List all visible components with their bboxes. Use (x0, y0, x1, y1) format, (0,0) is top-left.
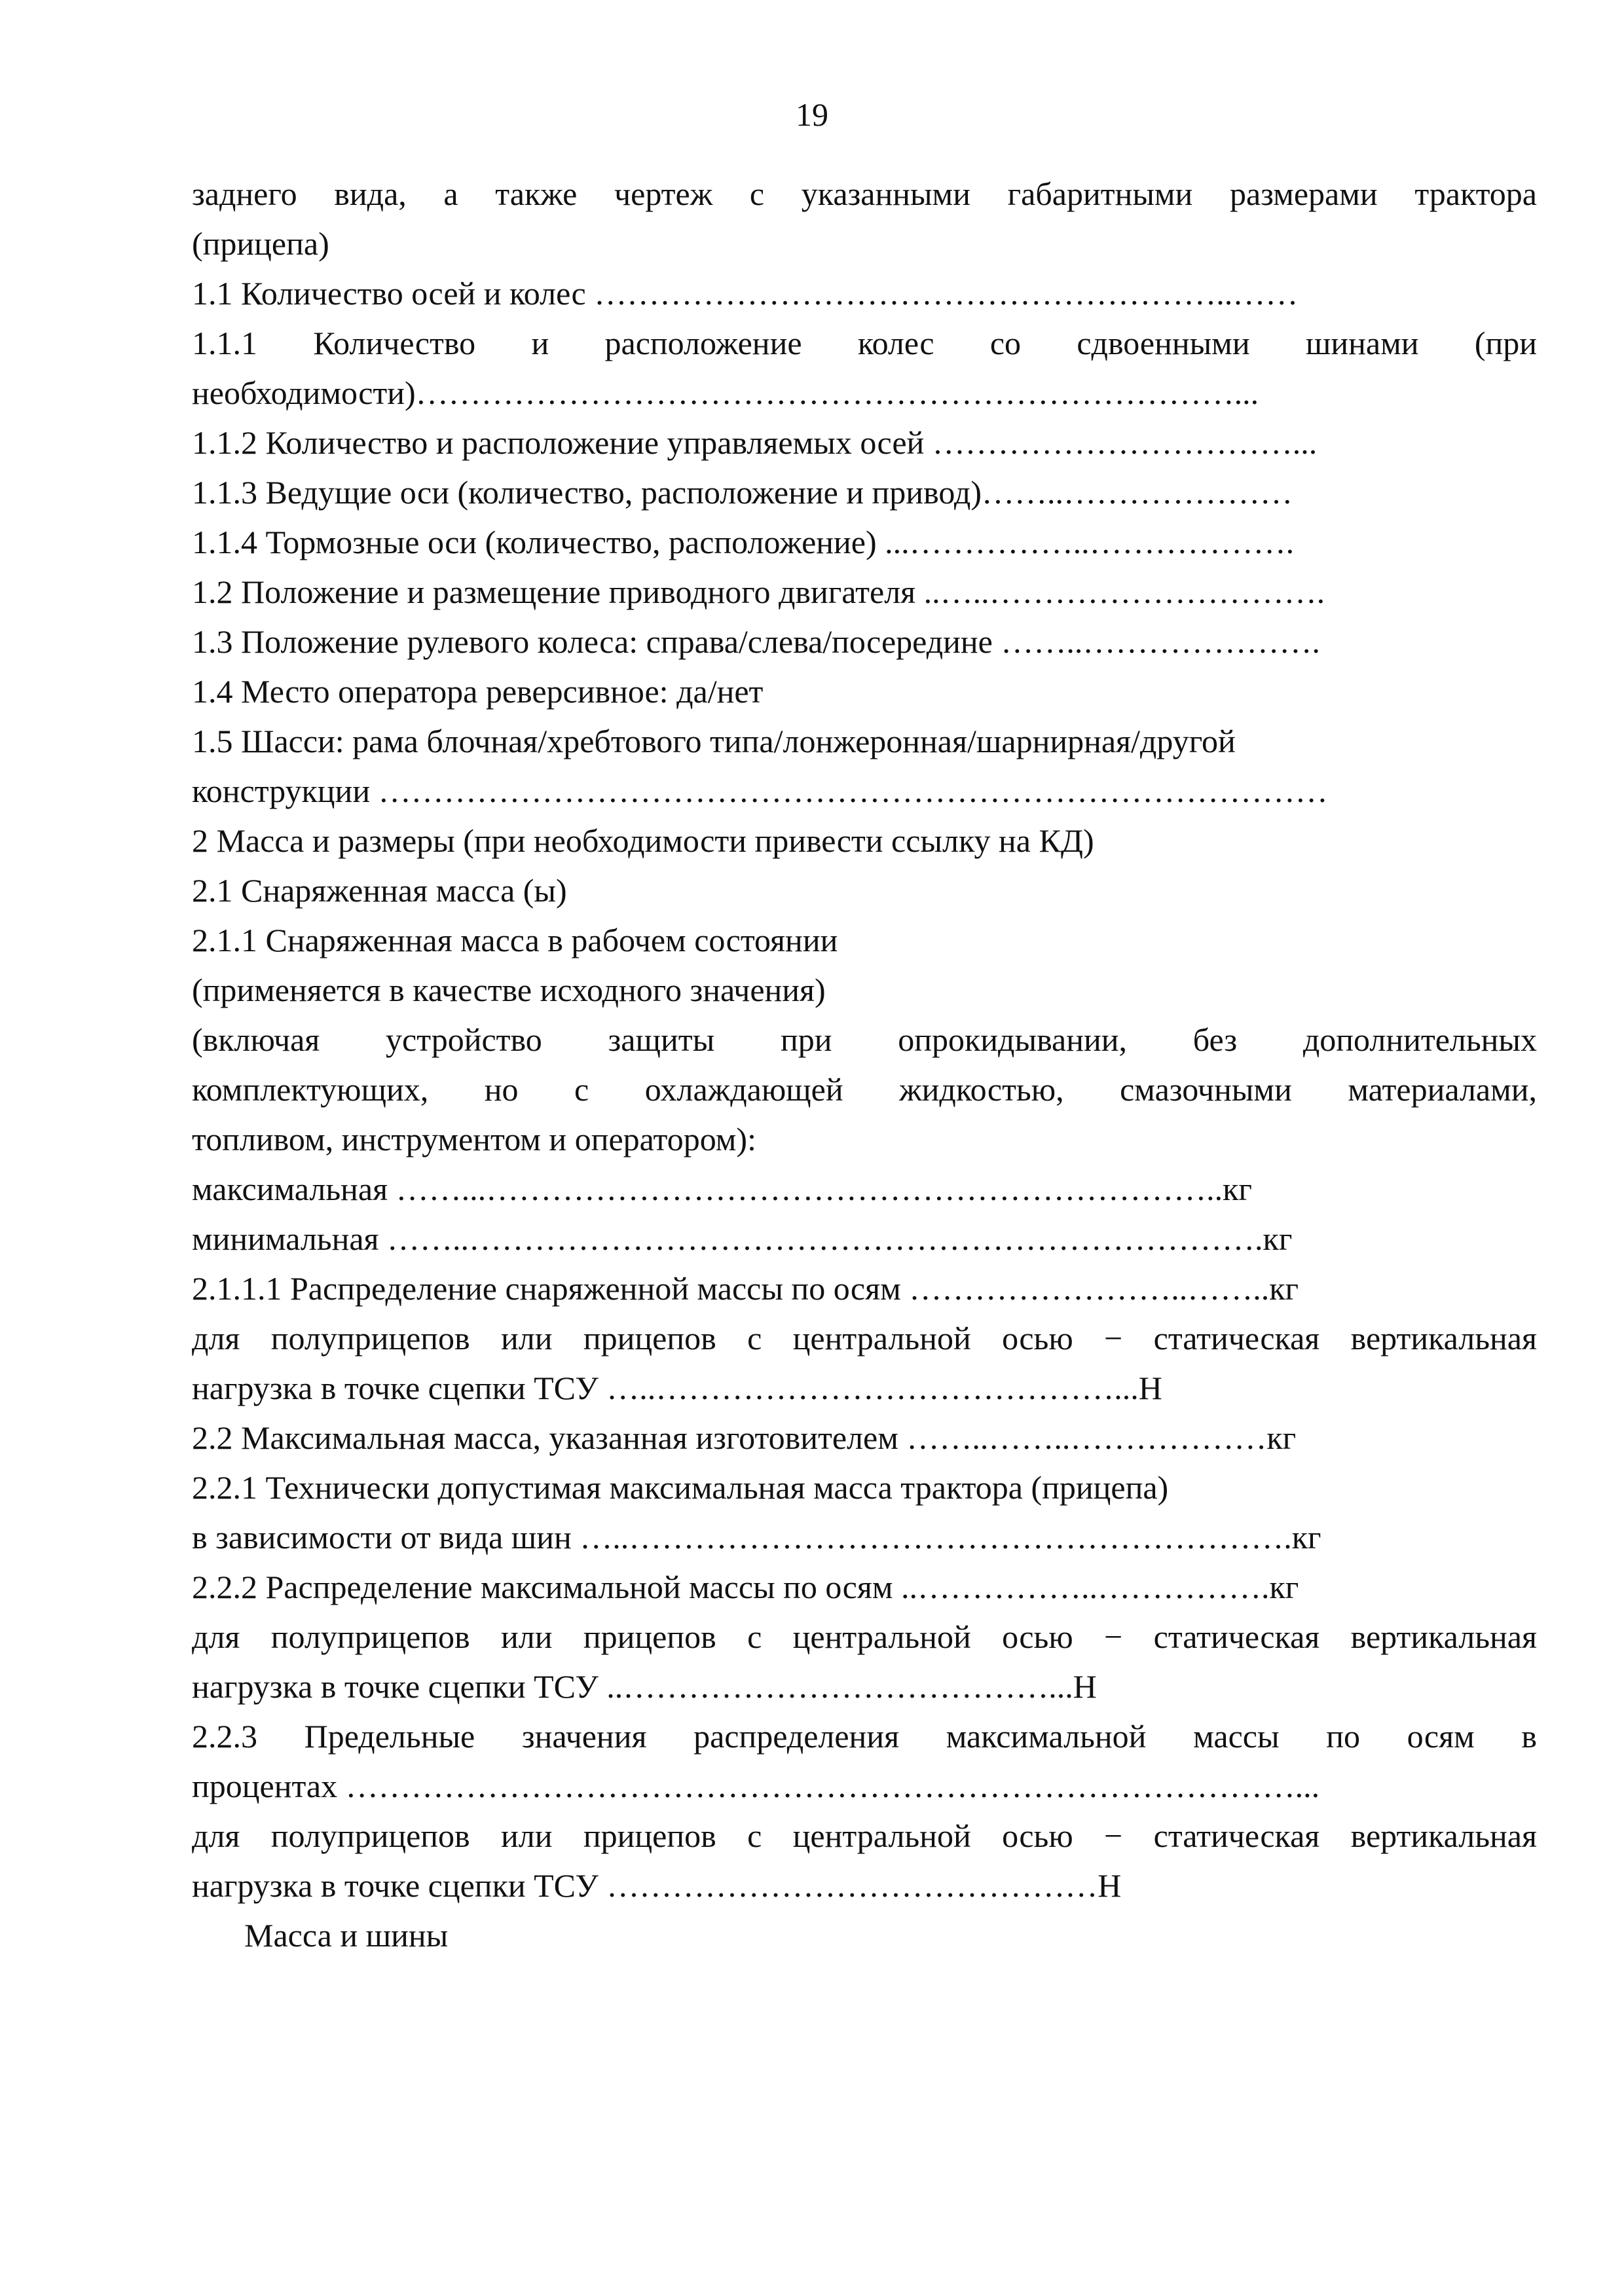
field-line: конструкции …………………………………………………………………………… (192, 773, 1328, 809)
section-heading: 2 Масса и размеры (при необходимости привести ссылку на КД) (192, 822, 1094, 859)
field-line: 1.1.1 Количество и расположение колес со сдвоенными шинами (при (192, 325, 1537, 361)
field-line: максимальная ……...…………………………………………………………..кг (192, 1171, 1252, 1207)
field-line: 2.1.1.1 Распределение снаряженной массы по осям ……………………..……..кг (192, 1270, 1299, 1307)
text-line: для полуприцепов или прицепов с центральной осью − статическая вертикальная (192, 1618, 1537, 1655)
field-line: 1.4 Место оператора реверсивное: да/нет (192, 673, 764, 710)
text-line: (применяется в качестве исходного значения) (192, 972, 826, 1008)
field-line: 2.1.1 Снаряженная масса в рабочем состоянии (192, 922, 838, 958)
field-line: 1.5 Шасси: рама блочная/хребтового типа/лонжеронная/шарнирная/другой (192, 723, 1236, 759)
text-line: для полуприцепов или прицепов с центральной осью − статическая вертикальная (192, 1817, 1537, 1854)
text-line: заднего вида, а также чертеж с указанными габаритными размерами трактора (192, 175, 1537, 212)
text-line: для полуприцепов или прицепов с центральной осью − статическая вертикальная (192, 1320, 1537, 1357)
field-line: 2.2.1 Технически допустимая максимальная масса трактора (прицепа) (192, 1469, 1169, 1506)
field-line: нагрузка в точке сцепки ТСУ ………………………………………Н (192, 1867, 1122, 1904)
field-line: 1.1.3 Ведущие оси (количество, расположение и привод)……..………………… (192, 474, 1293, 511)
field-line: 1.3 Положение рулевого колеса: справа/слева/посередине ……..…………………. (192, 623, 1320, 660)
field-line: 1.1 Количество осей и колес …………………………………………………..…… (192, 275, 1299, 312)
text-line: топливом, инструментом и оператором): (192, 1121, 756, 1157)
field-line: нагрузка в точке сцепки ТСУ ..…………………………………...Н (192, 1668, 1097, 1705)
field-line: процентах ……………………………………………………………………………... (192, 1768, 1320, 1804)
text-line: (прицепа) (192, 225, 329, 262)
field-line: нагрузка в точке сцепки ТСУ …..……………………………………...Н (192, 1370, 1162, 1406)
field-line: 1.1.4 Тормозные оси (количество, расположение) ...……………..………………. (192, 524, 1295, 560)
subsection-heading: Масса и шины (244, 1917, 449, 1954)
page-number: 19 (796, 96, 828, 133)
field-line: минимальная ……..……………………………………………………………….кг (192, 1220, 1293, 1257)
field-line: 1.1.2 Количество и расположение управляемых осей ……………………………... (192, 424, 1318, 461)
document-body (192, 169, 1537, 1960)
text-line: (включая устройство защиты при опрокидывании, без дополнительных (192, 1021, 1537, 1058)
field-line: 2.2 Максимальная масса, указанная изготовителем ……..……..………………кг (192, 1419, 1297, 1456)
field-line: 1.2 Положение и размещение приводного двигателя ..…..…………………………. (192, 574, 1325, 610)
field-line: 2.2.3 Предельные значения распределения максимальной массы по осям в (192, 1718, 1537, 1755)
field-line: 2.1 Снаряженная масса (ы) (192, 872, 567, 909)
field-line: 2.2.2 Распределение максимальной массы по осям ..……………..…………….кг (192, 1569, 1299, 1605)
text-line: комплектующих, но с охлаждающей жидкостью, смазочными материалами, (192, 1071, 1537, 1108)
field-line: необходимости)…………………………………………………………………... (192, 374, 1259, 411)
field-line: в зависимости от вида шин …..…………………………………………………….кг (192, 1519, 1321, 1556)
